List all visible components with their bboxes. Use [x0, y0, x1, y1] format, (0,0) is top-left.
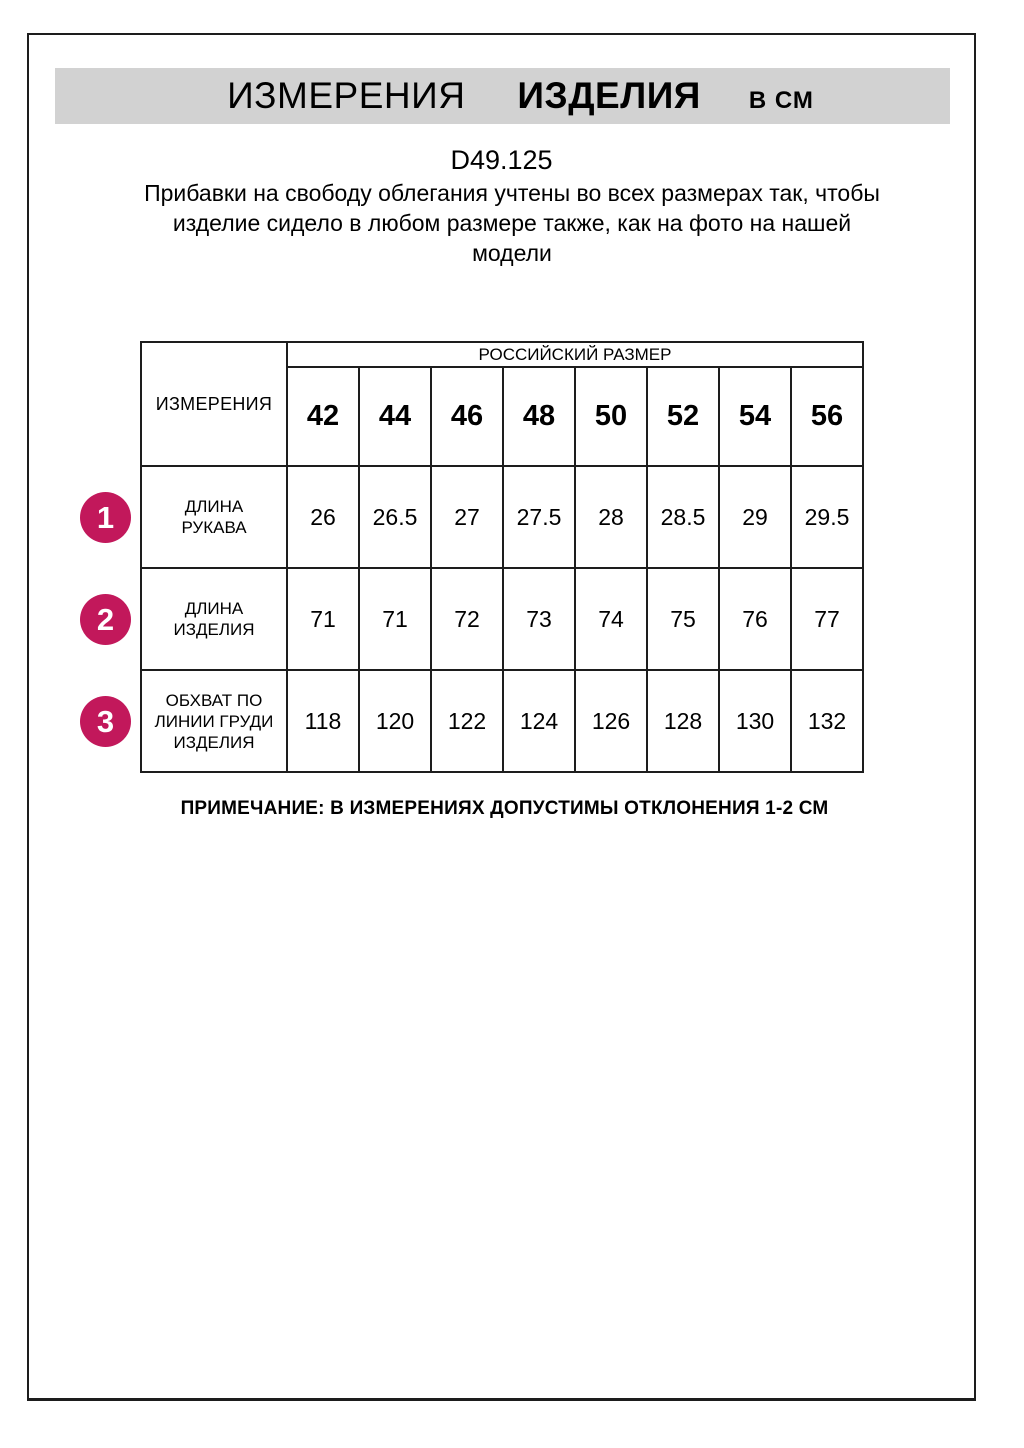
size-column-header: 52 [648, 368, 718, 465]
table-cell: 29.5 [792, 467, 862, 567]
measurement-number-badge-1: 1 [80, 492, 131, 543]
table-cell: 72 [432, 569, 502, 669]
table-cell: 130 [720, 671, 790, 771]
fit-description-line: Прибавки на свободу облегания учтены во всех размерах так, чтобы [144, 180, 880, 206]
table-cell: 28 [576, 467, 646, 567]
table-cell: 71 [288, 569, 358, 669]
table-cell: 76 [720, 569, 790, 669]
table-cell: 27 [432, 467, 502, 567]
table-cell: 124 [504, 671, 574, 771]
table-cell: 26.5 [360, 467, 430, 567]
size-column-header: 44 [360, 368, 430, 465]
page-title-unit: В СМ [748, 87, 814, 114]
page-title-bar [55, 68, 950, 124]
size-column-header: 56 [792, 368, 862, 465]
measurement-number-badge-2: 2 [80, 594, 131, 645]
tolerance-note: ПРИМЕЧАНИЕ: В ИЗМЕРЕНИЯХ ДОПУСТИМЫ ОТКЛОНЕНИЯ 1-2 СМ [180, 798, 829, 819]
table-cell: 74 [576, 569, 646, 669]
table-cell: 29 [720, 467, 790, 567]
table-cell: 28.5 [648, 467, 718, 567]
measurement-number-badge-3: 3 [80, 696, 131, 747]
size-column-header: 54 [720, 368, 790, 465]
table-cell: 73 [504, 569, 574, 669]
fit-description-line: модели [472, 240, 552, 266]
table-cell: 122 [432, 671, 502, 771]
size-column-header: 46 [432, 368, 502, 465]
fit-description-line: изделие сидело в любом размере также, как на фото на нашей [172, 210, 852, 236]
table-cell: 75 [648, 569, 718, 669]
page-title-emphasis: ИЗДЕЛИЯ [517, 75, 701, 116]
row-label-chest-girth: ОБХВАТ ПО ЛИНИИ ГРУДИ ИЗДЕЛИЯ [142, 671, 286, 771]
row-label-garment-length: ДЛИНА ИЗДЕЛИЯ [142, 569, 286, 669]
table-cell: 118 [288, 671, 358, 771]
size-column-header: 42 [288, 368, 358, 465]
size-column-header: 50 [576, 368, 646, 465]
table-cell: 132 [792, 671, 862, 771]
table-cell: 26 [288, 467, 358, 567]
table-cell: 126 [576, 671, 646, 771]
page-title: ИЗМЕРЕНИЯ [227, 75, 466, 116]
fit-description [130, 178, 894, 268]
table-size-group-header: РОССИЙСКИЙ РАЗМЕР [288, 343, 862, 366]
table-cell: 77 [792, 569, 862, 669]
article-number: D49.125 [450, 145, 553, 175]
measurements-table [140, 341, 864, 773]
size-column-header: 48 [504, 368, 574, 465]
table-cell: 120 [360, 671, 430, 771]
table-corner-header: ИЗМЕРЕНИЯ [142, 343, 286, 465]
table-cell: 71 [360, 569, 430, 669]
table-cell: 128 [648, 671, 718, 771]
table-cell: 27.5 [504, 467, 574, 567]
row-label-sleeve-length: ДЛИНА РУКАВА [142, 467, 286, 567]
